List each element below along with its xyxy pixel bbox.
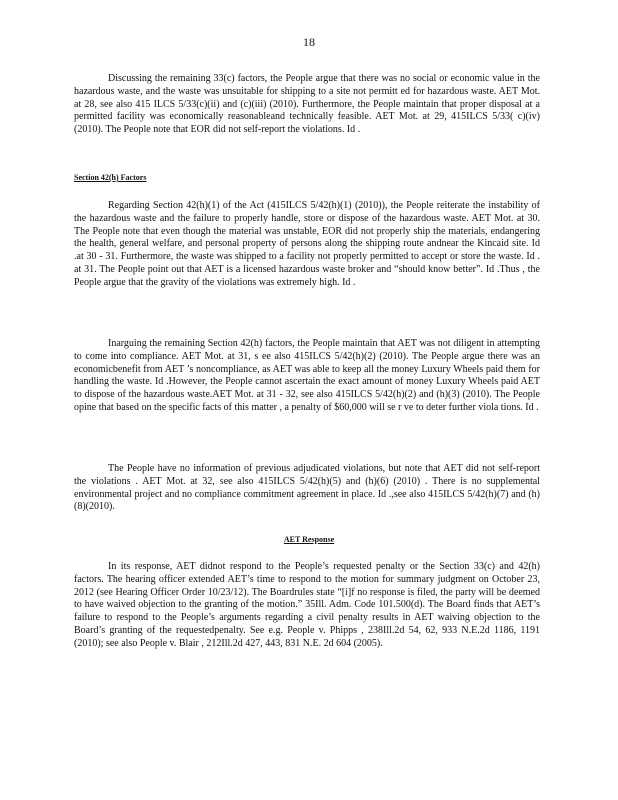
- paragraph-previous-violations: [74, 463, 540, 514]
- aet-response-heading: AET Response: [283, 535, 335, 544]
- section-42h-heading: Section 42(h) Factors: [74, 173, 147, 182]
- paragraph-text: The People have no information of previous adjudicated violations, but note that AET did not self-report the violations . AET Mot. at 32, see also 415ILCS 5/42(h)(5) and (h)(6) (2010) . There is no supplemental environmental project and no compliance commitment agreement in place. Id .,see also 415ILCS 5/42(h)(7) and (h)(8)(2010).: [74, 463, 540, 513]
- paragraph-33c-factors: [74, 73, 540, 137]
- paragraph-text: Regarding Section 42(h)(1) of the Act (415ILCS 5/42(h)(1) (2010)), the People reiterate the instability of the hazardous waste and the failure to properly handle, store or dispose of the hazardous waste. AET Mot. at 30. The People note that even though the material was unstable, EOR did not properly ship the materials, endangering the health, general welfare, and personal property of persons along the shipping route andnear the Kincaid site. Id .at 30 - 31. Furthermore, the waste was shipped to a facility not properly permitted to accept or store the waste. Id . at 31. The People point out that AET is a licensed hazardous waste broker and “should know better”. Id .Thus , the People argue that the gravity of the violations was extremely high. Id .: [74, 200, 540, 288]
- paragraph-42h1: [74, 200, 540, 290]
- paragraph-aet-response: [74, 561, 540, 651]
- paragraph-remaining-42h: [74, 338, 540, 415]
- paragraph-text: Inarguing the remaining Section 42(h) factors, the People maintain that AET was not diligent in attempting to come into compliance. AET Mot. at 31, s ee also 415ILCS 5/42(h)(2) (2010). The People argue there was an economicbenefit from AET ’s noncompliance, as AET was able to keep all the money Luxury Wheels paid them for handling the waste. Id .However, the People cannot ascertain the exact amount of money Luxury Wheels paid AET to dispose of the hazardous waste.AET Mot. at 31 - 32, see also 415ILCS 5/42(h)(2) and (h)(3) (2010). The People opine that based on the specific facts of this matter , a penalty of $60,000 will se r ve to deter further viola tions. Id .: [74, 338, 540, 413]
- page-number: 18: [303, 35, 315, 49]
- paragraph-text: In its response, AET didnot respond to the People’s requested penalty or the Section 33(c) and 42(h) factors. The hearing officer extended AET’s time to respond to the motion for summary judgment on October 23, 2012 (see Hearing Officer Order 10/23/12). The Boardrules state “[i]f no response is filed, the party will be deemed to have waived objection to the granting of the motion.” 35Ill. Adm. Code 101.500(d). The Board finds that AET’s failure to respond to the People’s arguments regarding a civil penalty results in AET waiving objection to the Board’s granting of the requestedpenalty. See e.g. People v. Phipps , 238Ill.2d 54, 62, 933 N.E.2d 1186, 1191 (2010); see also People v. Blair , 212Ill.2d 427, 443, 831 N.E. 2d 604 (2005).: [74, 561, 540, 649]
- paragraph-text: Discussing the remaining 33(c) factors, the People argue that there was no social or economic value in the hazardous waste, and the waste was unsuitable for shipping to a site not permitt ed for hazardous waste. AET Mot. at 28, see also 415 ILCS 5/33(c)(ii) and (c)(iii) (2010). Furthermore, the People maintain that proper disposal at a permitted facility was economically reasonableand technically feasible. AET Mot. at 29, 415ILCS 5/33( c)(iv) (2010). The People note that EOR did not self-report the violations. Id .: [74, 73, 540, 136]
